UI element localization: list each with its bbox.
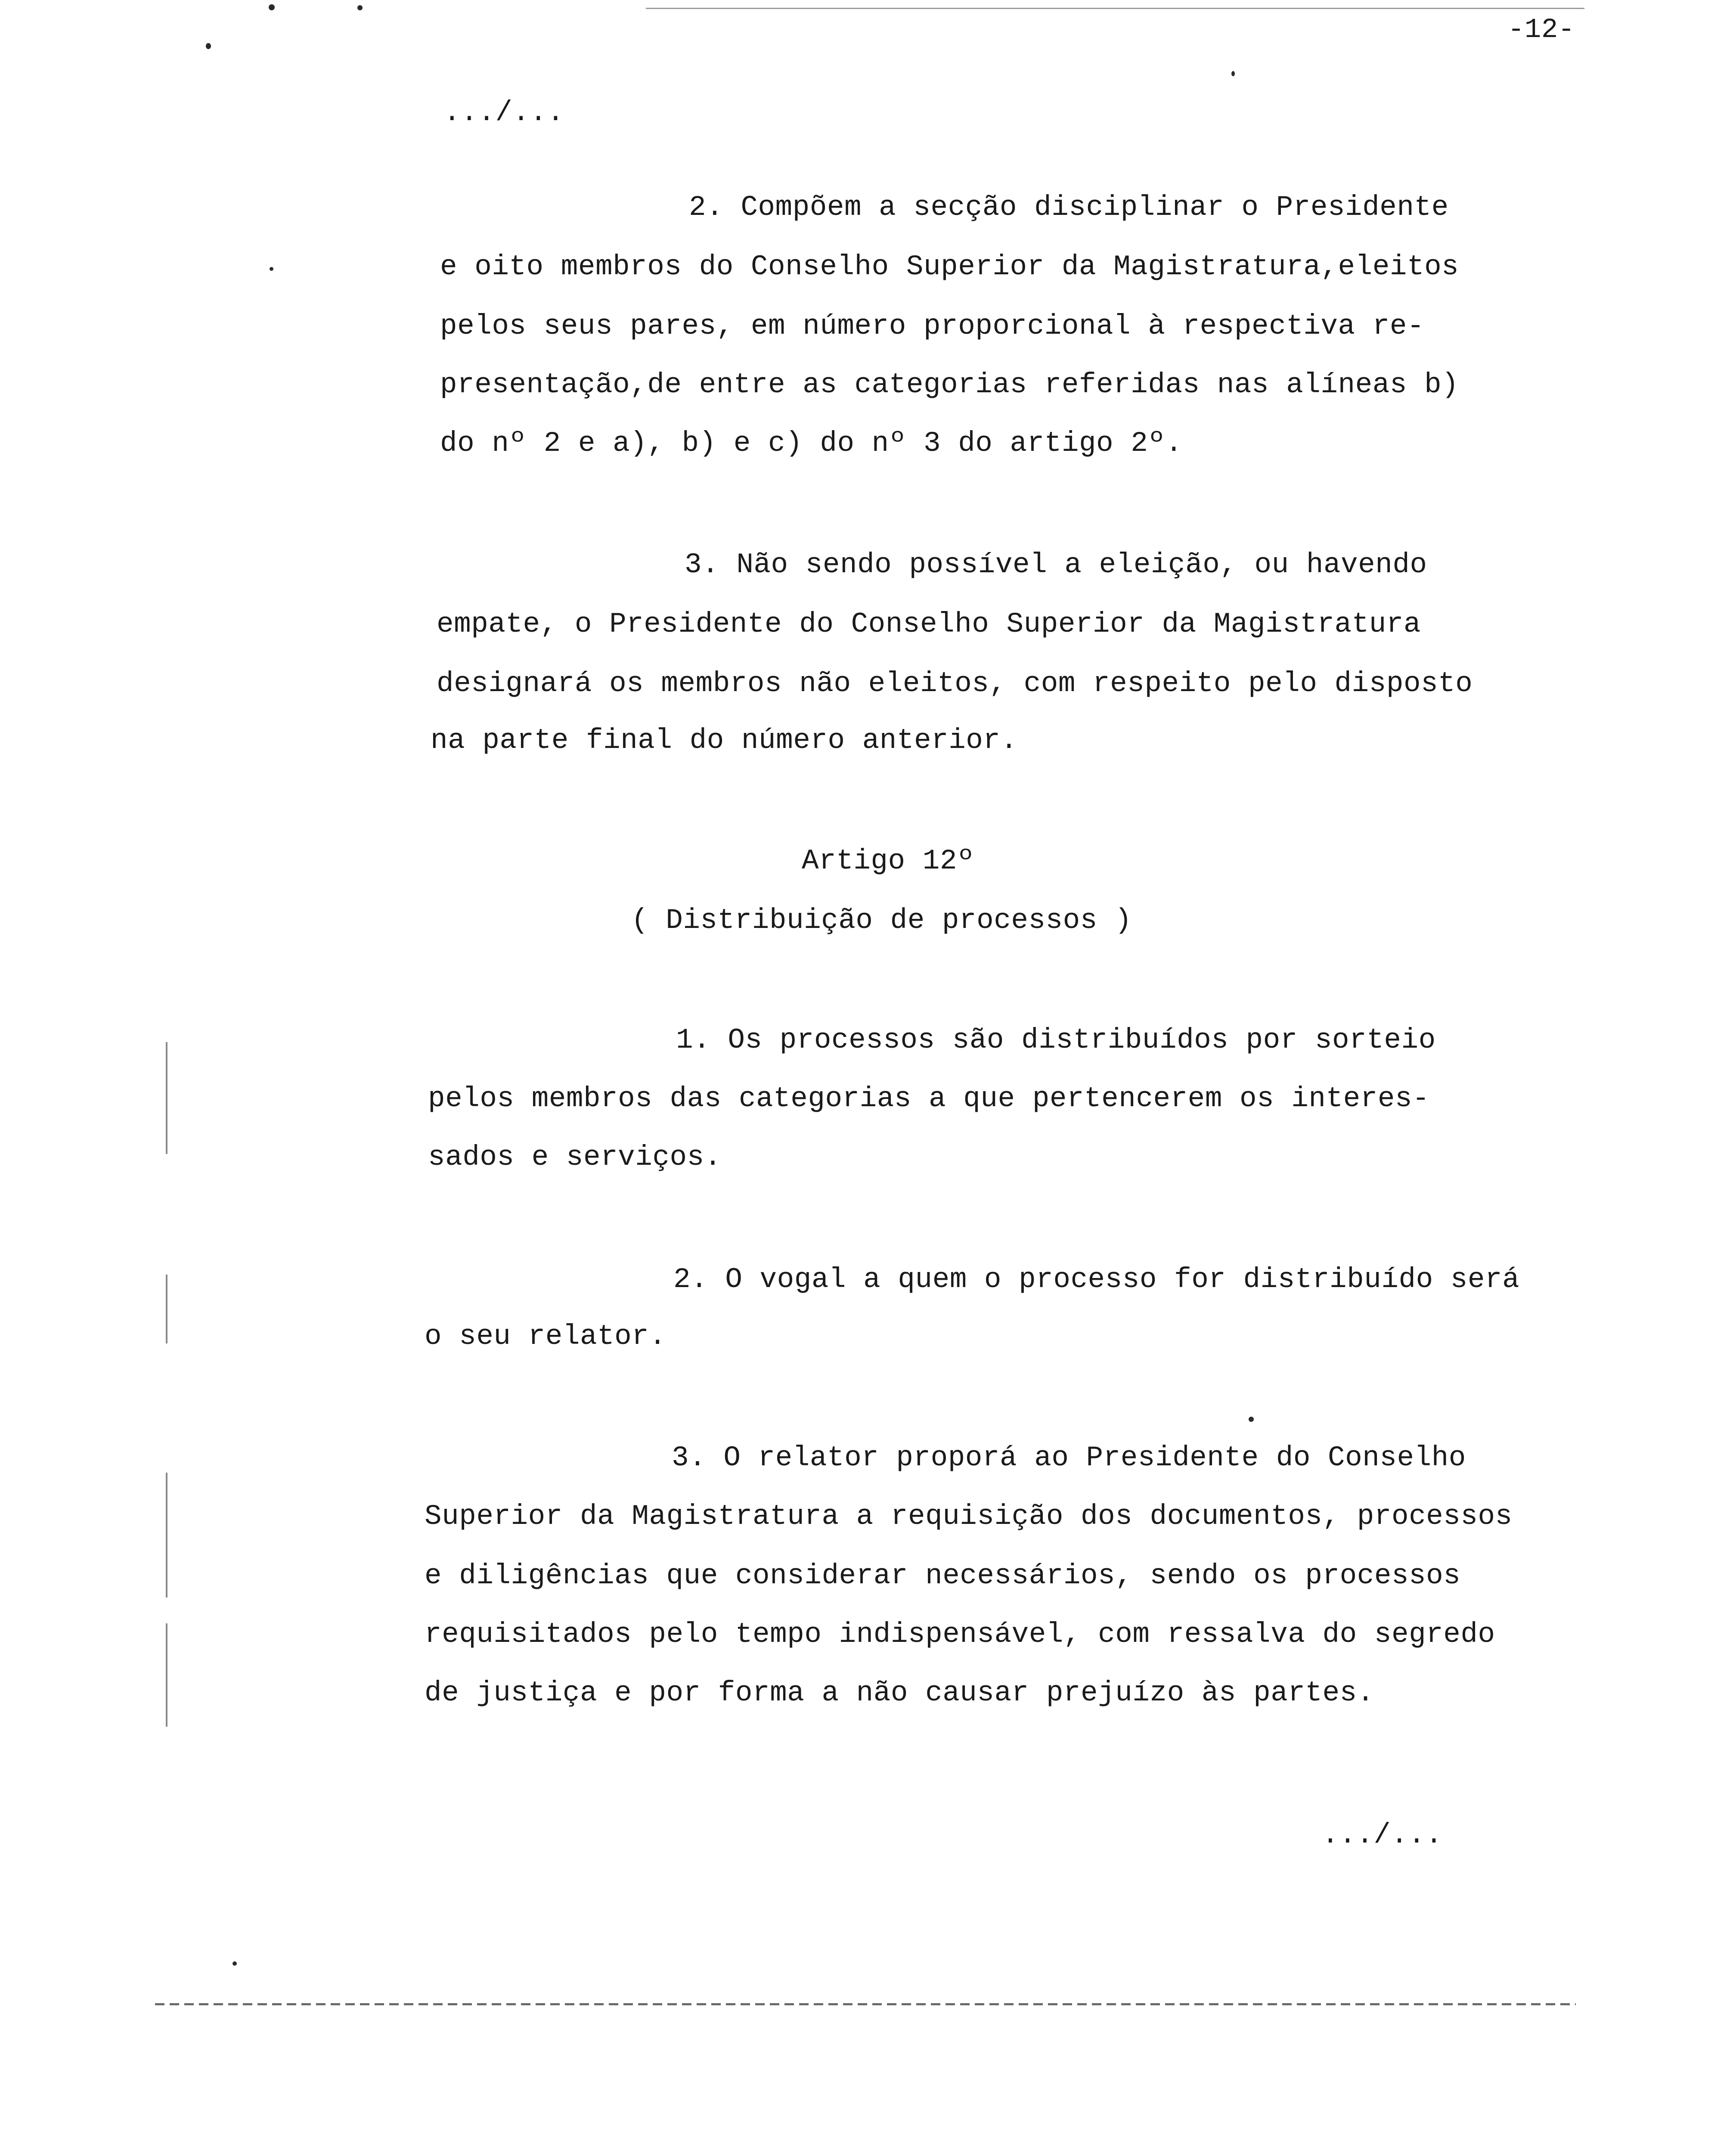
continuation-marker-bottom: .../... — [1322, 1819, 1443, 1851]
binding-mark — [166, 1473, 167, 1598]
paragraph-line: requisitados pelo tempo indispensável, com ressalva do segredo — [425, 1618, 1495, 1650]
paragraph-line: 3. Não sendo possível a eleição, ou havendo — [685, 549, 1427, 581]
paragraph-line: na parte final do número anterior. — [431, 724, 1018, 757]
scan-speck — [357, 5, 363, 10]
paragraph-line: de justiça e por forma a não causar prejuízo às partes. — [425, 1677, 1374, 1709]
scan-speck — [1231, 71, 1235, 76]
binding-mark — [166, 1623, 167, 1727]
paragraph-line: e oito membros do Conselho Superior da Magistratura,eleitos — [440, 251, 1459, 283]
page-number: -12- — [1508, 15, 1575, 46]
paragraph-line: 2. Compõem a secção disciplinar o Presidente — [689, 191, 1449, 223]
paragraph-line: 1. Os processos são distribuídos por sorteio — [676, 1024, 1436, 1056]
binding-mark — [166, 1275, 167, 1343]
scan-speck — [269, 4, 275, 10]
scan-speck — [232, 1961, 237, 1966]
paragraph-line: e diligências que considerar necessários, sendo os processos — [425, 1560, 1461, 1592]
paragraph-line: pelos seus pares, em número proporcional à respectiva re- — [440, 310, 1425, 342]
paragraph-line: pelos membros das categorias a que pertencerem os interes- — [428, 1083, 1430, 1115]
paragraph-line: 3. O relator proporá ao Presidente do Conselho — [672, 1442, 1466, 1474]
bottom-scan-edge — [155, 2003, 1576, 2005]
paragraph-line: presentação,de entre as categorias referidas nas alíneas b) — [440, 369, 1459, 401]
paragraph-line: o seu relator. — [425, 1320, 666, 1353]
top-scan-edge — [646, 8, 1584, 9]
paragraph-line: sados e serviços. — [428, 1141, 722, 1173]
article-title: Artigo 12º — [802, 845, 975, 877]
scan-speck — [206, 43, 211, 49]
paragraph-line: empate, o Presidente do Conselho Superior da Magistratura — [437, 608, 1421, 640]
continuation-marker-top: .../... — [443, 96, 564, 129]
article-subtitle: ( Distribuição de processos ) — [631, 904, 1132, 937]
paragraph-line: designará os membros não eleitos, com respeito pelo disposto — [437, 667, 1473, 700]
scan-speck — [270, 267, 273, 271]
binding-mark — [166, 1042, 167, 1154]
paragraph-line: 2. O vogal a quem o processo for distribuído será — [673, 1263, 1520, 1296]
paragraph-line: Superior da Magistratura a requisição dos documentos, processos — [425, 1500, 1513, 1533]
paragraph-line: do nº 2 e a), b) e c) do nº 3 do artigo 2º. — [440, 427, 1183, 459]
scan-speck — [1249, 1417, 1254, 1422]
